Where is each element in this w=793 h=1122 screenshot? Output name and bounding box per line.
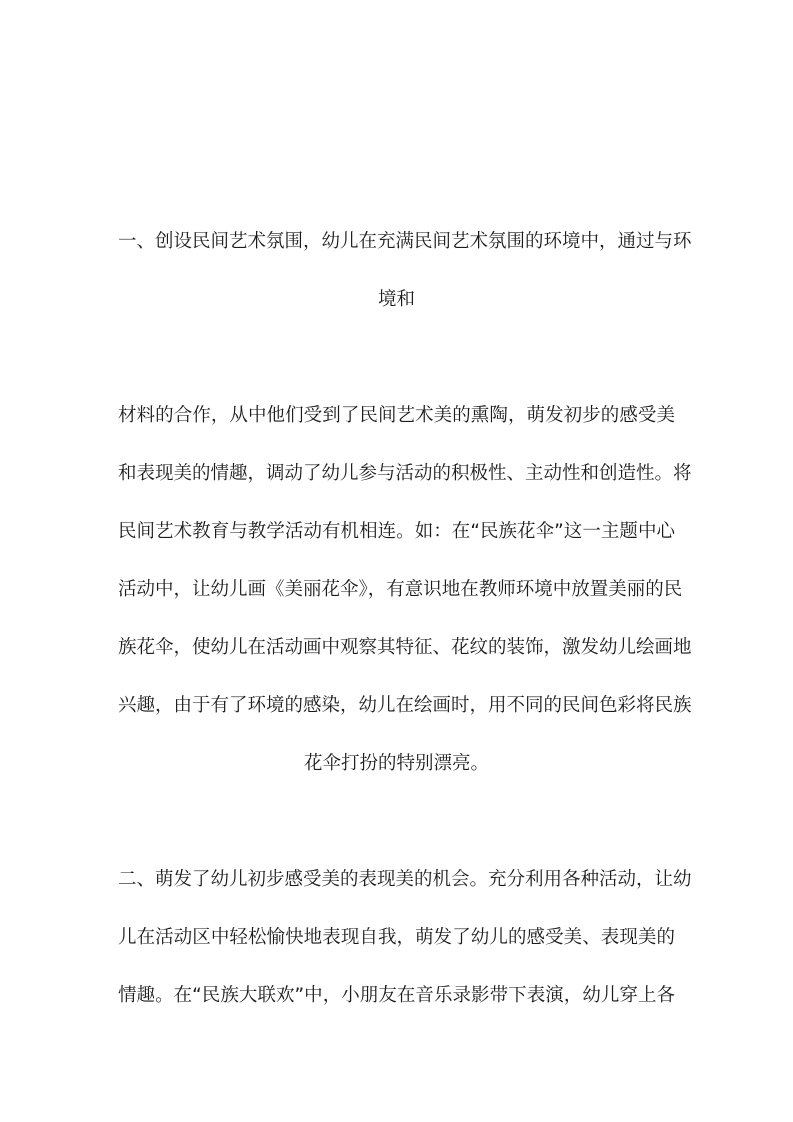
paragraph-line: 儿在活动区中轻松愉快地表现自我，萌发了幼儿的感受美、表现美的: [118, 927, 675, 948]
paragraph-line: 一、创设民间艺术氛围，幼儿在充满民间艺术氛围的环境中，通过与环: [118, 231, 692, 252]
paragraph-line: 民间艺术教育与教学活动有机相连。如：在“民族花伞”这一主题中心: [118, 521, 675, 542]
paragraph-line: 族花伞，使幼儿在活动画中观察其特征、花纹的装饰，激发幼儿绘画地: [118, 637, 692, 658]
paragraph-line: 情趣。在“民族大联欢”中，小朋友在音乐录影带下表演，幼儿穿上各: [118, 985, 675, 1006]
paragraph-line: 兴趣，由于有了环境的感染，幼儿在绘画时，用不同的民间色彩将民族: [118, 695, 692, 716]
paragraph-line: 二、萌发了幼儿初步感受美的表现美的机会。充分利用各种活动，让幼: [118, 869, 692, 890]
paragraph-line-centered: 花伞打扮的特别漂亮。: [303, 753, 489, 774]
paragraph-line: 活动中，让幼儿画《美丽花伞》，有意识地在教师环境中放置美丽的民: [118, 579, 683, 600]
paragraph-line: 材料的合作，从中他们受到了民间艺术美的熏陶，萌发初步的感受美: [118, 405, 675, 426]
paragraph-line: 和表现美的情趣，调动了幼儿参与活动的积极性、主动性和创造性。将: [118, 463, 692, 484]
paragraph-line-centered: 境和: [377, 289, 415, 310]
